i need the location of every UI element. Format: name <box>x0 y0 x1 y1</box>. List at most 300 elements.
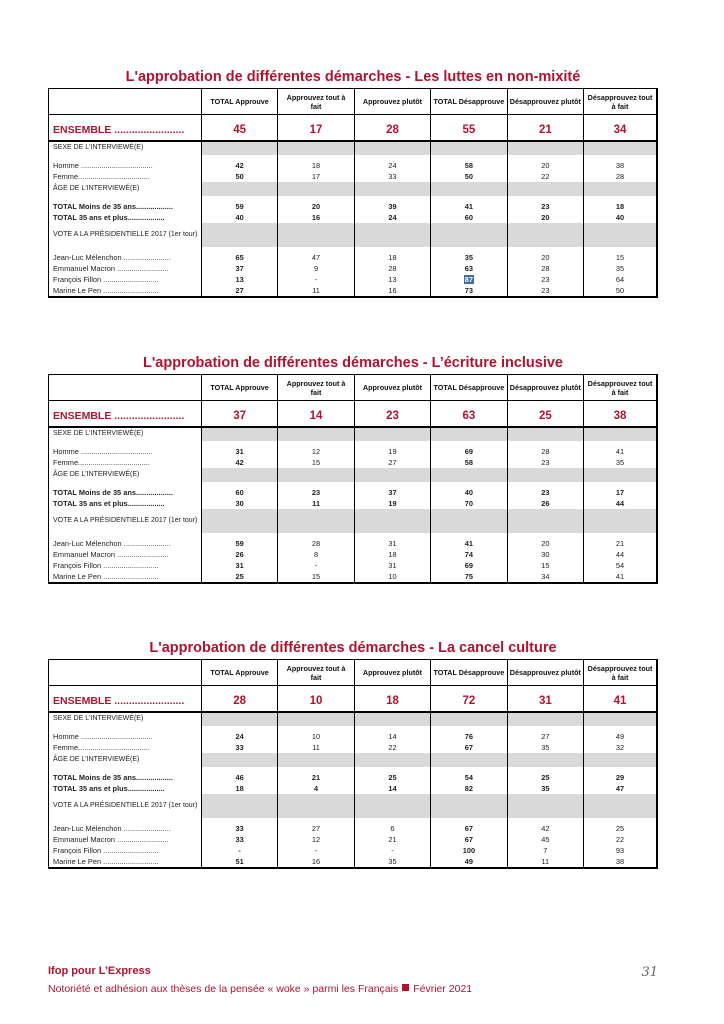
group-fill-cell <box>278 182 354 196</box>
ensemble-row <box>49 406 658 427</box>
footer-title: Ifop pour L’Express <box>48 965 151 977</box>
cell-total-approuve: 60 <box>201 487 277 498</box>
group-fill-cell <box>584 223 657 247</box>
cell-total-approuve: 24 <box>201 731 277 742</box>
cell-total-desapprouve: 60 <box>431 212 507 223</box>
ensemble-approuvez-plutot: 28 <box>354 120 430 141</box>
group-fill-cell <box>278 794 354 818</box>
cell-desapprouvez-tout-a-fait: 21 <box>584 538 657 549</box>
cell-total-desapprouve: 70 <box>431 498 507 509</box>
cell-approuvez-plutot: 18 <box>354 549 430 560</box>
table-row <box>49 274 658 285</box>
table-section <box>48 66 658 298</box>
table-row <box>49 160 658 171</box>
column-header-row-label <box>49 660 202 686</box>
group-fill-cell <box>431 509 507 533</box>
row-label: Homme ................................... <box>53 446 153 456</box>
cell-approuvez-tout-a-fait: 11 <box>278 742 354 753</box>
group-fill-cell <box>201 223 277 247</box>
cell-total-approuve: 30 <box>201 498 277 509</box>
cell-desapprouvez-plutot: 20 <box>507 538 583 549</box>
cell-approuvez-plutot: 13 <box>354 274 430 285</box>
table-row <box>49 856 658 868</box>
column-header-total-desapprouve: TOTAL Désapprouve <box>431 89 507 115</box>
ensemble-approuvez-plutot: 18 <box>354 691 430 712</box>
cell-desapprouvez-plutot: 20 <box>507 212 583 223</box>
cell-total-desapprouve: 69 <box>431 560 507 571</box>
cell-approuvez-plutot: 18 <box>354 252 430 263</box>
cell-desapprouvez-tout-a-fait: 47 <box>584 783 657 794</box>
cell-desapprouvez-plutot: 42 <box>507 823 583 834</box>
cell-approuvez-tout-a-fait: 15 <box>278 457 354 468</box>
selected-value-highlight: 87 <box>464 274 474 284</box>
row-label: Homme ................................... <box>53 160 153 170</box>
cell-approuvez-plutot: - <box>354 845 430 856</box>
row-label: Marine Le Pen ........................... <box>53 285 159 295</box>
cell-total-desapprouve: 69 <box>431 446 507 457</box>
square-bullet-icon <box>402 984 409 991</box>
group-fill-cell <box>584 182 657 196</box>
ensemble-row <box>49 691 658 712</box>
cell-total-approuve: 31 <box>201 446 277 457</box>
group-fill-cell <box>584 427 657 441</box>
row-label: Marine Le Pen ........................... <box>53 856 159 866</box>
group-fill-cell <box>278 753 354 767</box>
group-label: SEXE DE L'INTERVIEWÉ(E) <box>49 712 202 726</box>
page-number: 31 <box>641 965 658 980</box>
table-row <box>49 263 658 274</box>
ensemble-desapprouvez-tout-a-fait: 38 <box>584 406 657 427</box>
group-fill-cell <box>354 468 430 482</box>
cell-approuvez-plutot: 35 <box>354 856 430 868</box>
cell-desapprouvez-plutot: 23 <box>507 274 583 285</box>
group-fill-cell <box>431 753 507 767</box>
cell-total-approuve: 13 <box>201 274 277 285</box>
row-label: Jean-Luc Mélenchon ....................... <box>53 252 171 262</box>
cell-approuvez-plutot: 39 <box>354 201 430 212</box>
cell-desapprouvez-tout-a-fait: 28 <box>584 171 657 182</box>
group-fill-cell <box>584 753 657 767</box>
row-label: Jean-Luc Mélenchon ....................... <box>53 538 171 548</box>
row-label: TOTAL Moins de 35 ans.................. <box>53 487 173 497</box>
cell-total-desapprouve: 54 <box>431 772 507 783</box>
group-header-row <box>49 223 658 247</box>
column-header-approuvez-plutot: Approuvez plutôt <box>354 89 430 115</box>
cell-desapprouvez-plutot: 23 <box>507 201 583 212</box>
cell-desapprouvez-plutot: 25 <box>507 772 583 783</box>
cell-approuvez-tout-a-fait: 17 <box>278 171 354 182</box>
group-header-row <box>49 509 658 533</box>
cell-total-approuve: 46 <box>201 772 277 783</box>
group-fill-cell <box>431 223 507 247</box>
cell-approuvez-plutot: 25 <box>354 772 430 783</box>
table-row <box>49 457 658 468</box>
cell-desapprouvez-plutot: 20 <box>507 160 583 171</box>
cell-total-desapprouve <box>431 274 507 285</box>
column-header-row-label <box>49 375 202 401</box>
results-table <box>48 88 658 298</box>
group-header-row <box>49 427 658 441</box>
cell-desapprouvez-tout-a-fait: 22 <box>584 834 657 845</box>
group-fill-cell <box>278 509 354 533</box>
group-fill-cell <box>354 427 430 441</box>
row-label: Emmanuel Macron ......................... <box>53 263 169 273</box>
cell-approuvez-plutot: 33 <box>354 171 430 182</box>
cell-approuvez-plutot: 19 <box>354 446 430 457</box>
column-header-approuvez-tout-a-fait: Approuvez tout à fait <box>278 660 354 686</box>
group-fill-cell <box>507 141 583 155</box>
group-label: SEXE DE L'INTERVIEWÉ(E) <box>49 141 202 155</box>
cell-total-approuve: 25 <box>201 571 277 583</box>
cell-total-desapprouve: 67 <box>431 823 507 834</box>
table-row <box>49 201 658 212</box>
cell-approuvez-tout-a-fait: 16 <box>278 856 354 868</box>
cell-approuvez-plutot: 6 <box>354 823 430 834</box>
column-header-approuvez-plutot: Approuvez plutôt <box>354 660 430 686</box>
cell-approuvez-tout-a-fait: 16 <box>278 212 354 223</box>
cell-total-approuve: 26 <box>201 549 277 560</box>
cell-total-desapprouve: 67 <box>431 834 507 845</box>
header-row <box>49 660 658 686</box>
group-fill-cell <box>431 794 507 818</box>
cell-approuvez-plutot: 27 <box>354 457 430 468</box>
table-row <box>49 285 658 297</box>
cell-total-approuve: 59 <box>201 201 277 212</box>
cell-total-desapprouve: 58 <box>431 160 507 171</box>
cell-desapprouvez-plutot: 28 <box>507 446 583 457</box>
cell-approuvez-plutot: 14 <box>354 783 430 794</box>
ensemble-label: ENSEMBLE ........................ <box>53 123 185 136</box>
cell-total-desapprouve: 35 <box>431 252 507 263</box>
header-row <box>49 89 658 115</box>
cell-desapprouvez-tout-a-fait: 38 <box>584 856 657 868</box>
table-row <box>49 783 658 794</box>
cell-total-approuve: 37 <box>201 263 277 274</box>
cell-total-approuve: 65 <box>201 252 277 263</box>
cell-total-desapprouve: 82 <box>431 783 507 794</box>
cell-desapprouvez-plutot: 27 <box>507 731 583 742</box>
table-row <box>49 742 658 753</box>
cell-desapprouvez-tout-a-fait: 93 <box>584 845 657 856</box>
cell-desapprouvez-plutot: 28 <box>507 263 583 274</box>
column-header-total-desapprouve: TOTAL Désapprouve <box>431 375 507 401</box>
cell-total-approuve: 42 <box>201 457 277 468</box>
table-row <box>49 834 658 845</box>
cell-desapprouvez-tout-a-fait: 32 <box>584 742 657 753</box>
column-header-approuvez-plutot: Approuvez plutôt <box>354 375 430 401</box>
table-row <box>49 571 658 583</box>
group-fill-cell <box>507 753 583 767</box>
cell-desapprouvez-plutot: 35 <box>507 742 583 753</box>
cell-total-approuve: 40 <box>201 212 277 223</box>
ensemble-approuvez-tout-a-fait: 14 <box>278 406 354 427</box>
column-header-row-label <box>49 89 202 115</box>
group-fill-cell <box>201 427 277 441</box>
cell-total-desapprouve: 76 <box>431 731 507 742</box>
results-table <box>48 374 658 584</box>
footer-subtitle-text: Notoriété et adhésion aux thèses de la pensée « woke » parmi les Français <box>48 983 399 995</box>
row-label: Femme................................... <box>53 171 150 181</box>
header-row <box>49 375 658 401</box>
table-row <box>49 252 658 263</box>
page-footer <box>48 965 658 995</box>
row-label: Femme................................... <box>53 457 150 467</box>
cell-desapprouvez-tout-a-fait: 41 <box>584 571 657 583</box>
cell-total-approuve: 50 <box>201 171 277 182</box>
group-fill-cell <box>584 468 657 482</box>
column-header-desapprouvez-plutot: Désapprouvez plutôt <box>507 89 583 115</box>
row-label: François Fillon ........................... <box>53 560 159 570</box>
cell-total-approuve: 27 <box>201 285 277 297</box>
cell-desapprouvez-plutot: 45 <box>507 834 583 845</box>
cell-total-desapprouve: 41 <box>431 538 507 549</box>
cell-approuvez-tout-a-fait: 12 <box>278 446 354 457</box>
table-row <box>49 446 658 457</box>
ensemble-desapprouvez-plutot: 31 <box>507 691 583 712</box>
group-fill-cell <box>507 427 583 441</box>
cell-total-desapprouve: 63 <box>431 263 507 274</box>
group-fill-cell <box>201 468 277 482</box>
column-header-desapprouvez-plutot: Désapprouvez plutôt <box>507 660 583 686</box>
group-fill-cell <box>354 182 430 196</box>
table-row <box>49 549 658 560</box>
row-label: TOTAL 35 ans et plus.................. <box>53 783 165 793</box>
column-header-desapprouvez-tout-a-fait: Désapprouvez tout à fait <box>584 89 657 115</box>
cell-total-desapprouve: 58 <box>431 457 507 468</box>
cell-desapprouvez-tout-a-fait: 38 <box>584 160 657 171</box>
table-row <box>49 212 658 223</box>
cell-total-approuve: 51 <box>201 856 277 868</box>
ensemble-total-desapprouve: 63 <box>431 406 507 427</box>
cell-approuvez-plutot: 24 <box>354 212 430 223</box>
cell-desapprouvez-tout-a-fait: 17 <box>584 487 657 498</box>
cell-approuvez-plutot: 37 <box>354 487 430 498</box>
cell-approuvez-tout-a-fait: 23 <box>278 487 354 498</box>
cell-approuvez-tout-a-fait: - <box>278 560 354 571</box>
cell-approuvez-tout-a-fait: 8 <box>278 549 354 560</box>
group-fill-cell <box>201 712 277 726</box>
column-header-total-desapprouve: TOTAL Désapprouve <box>431 660 507 686</box>
cell-desapprouvez-plutot: 23 <box>507 457 583 468</box>
group-header-row <box>49 468 658 482</box>
ensemble-total-approuve: 45 <box>201 120 277 141</box>
group-fill-cell <box>507 468 583 482</box>
group-header-row <box>49 141 658 155</box>
ensemble-desapprouvez-tout-a-fait: 34 <box>584 120 657 141</box>
group-fill-cell <box>431 468 507 482</box>
group-fill-cell <box>278 468 354 482</box>
section-title: L'approbation de différentes démarches - L’écriture inclusive <box>142 355 564 371</box>
cell-approuvez-tout-a-fait: - <box>278 845 354 856</box>
group-header-row <box>49 712 658 726</box>
cell-total-desapprouve: 100 <box>431 845 507 856</box>
group-label: ÂGE DE L'INTERVIEWÉ(E) <box>49 468 202 482</box>
table-row <box>49 538 658 549</box>
group-fill-cell <box>431 182 507 196</box>
table-row <box>49 487 658 498</box>
cell-desapprouvez-plutot: 11 <box>507 856 583 868</box>
row-label: TOTAL Moins de 35 ans.................. <box>53 772 173 782</box>
group-fill-cell <box>431 141 507 155</box>
cell-approuvez-tout-a-fait: 11 <box>278 498 354 509</box>
group-header-row <box>49 182 658 196</box>
table-row <box>49 845 658 856</box>
ensemble-desapprouvez-tout-a-fait: 41 <box>584 691 657 712</box>
cell-approuvez-tout-a-fait: 20 <box>278 201 354 212</box>
cell-desapprouvez-plutot: 26 <box>507 498 583 509</box>
group-fill-cell <box>584 712 657 726</box>
group-fill-cell <box>507 712 583 726</box>
cell-total-desapprouve: 75 <box>431 571 507 583</box>
column-header-total-approuve: TOTAL Approuve <box>201 660 277 686</box>
cell-total-desapprouve: 73 <box>431 285 507 297</box>
table-row <box>49 772 658 783</box>
cell-approuvez-plutot: 22 <box>354 742 430 753</box>
cell-desapprouvez-plutot: 34 <box>507 571 583 583</box>
group-label: ÂGE DE L'INTERVIEWÉ(E) <box>49 182 202 196</box>
ensemble-total-approuve: 37 <box>201 406 277 427</box>
column-header-approuvez-tout-a-fait: Approuvez tout à fait <box>278 375 354 401</box>
cell-desapprouvez-plutot: 23 <box>507 285 583 297</box>
cell-approuvez-tout-a-fait: 4 <box>278 783 354 794</box>
cell-desapprouvez-tout-a-fait: 35 <box>584 263 657 274</box>
column-header-total-approuve: TOTAL Approuve <box>201 375 277 401</box>
group-fill-cell <box>354 141 430 155</box>
cell-approuvez-tout-a-fait: 47 <box>278 252 354 263</box>
cell-approuvez-plutot: 24 <box>354 160 430 171</box>
cell-desapprouvez-plutot: 35 <box>507 783 583 794</box>
ensemble-label: ENSEMBLE ........................ <box>53 694 185 707</box>
cell-desapprouvez-plutot: 23 <box>507 487 583 498</box>
cell-desapprouvez-plutot: 30 <box>507 549 583 560</box>
cell-total-desapprouve: 50 <box>431 171 507 182</box>
group-fill-cell <box>431 427 507 441</box>
cell-desapprouvez-plutot: 20 <box>507 252 583 263</box>
cell-desapprouvez-tout-a-fait: 44 <box>584 549 657 560</box>
group-fill-cell <box>278 427 354 441</box>
cell-approuvez-plutot: 21 <box>354 834 430 845</box>
cell-desapprouvez-tout-a-fait: 49 <box>584 731 657 742</box>
group-fill-cell <box>201 182 277 196</box>
ensemble-approuvez-tout-a-fait: 10 <box>278 691 354 712</box>
group-fill-cell <box>584 794 657 818</box>
cell-approuvez-plutot: 10 <box>354 571 430 583</box>
group-fill-cell <box>354 223 430 247</box>
cell-approuvez-tout-a-fait: 28 <box>278 538 354 549</box>
cell-approuvez-plutot: 16 <box>354 285 430 297</box>
cell-desapprouvez-tout-a-fait: 50 <box>584 285 657 297</box>
cell-total-approuve: - <box>201 845 277 856</box>
cell-desapprouvez-plutot: 7 <box>507 845 583 856</box>
cell-desapprouvez-tout-a-fait: 54 <box>584 560 657 571</box>
group-fill-cell <box>278 223 354 247</box>
row-label: Emmanuel Macron ......................... <box>53 834 169 844</box>
cell-approuvez-plutot: 31 <box>354 560 430 571</box>
column-header-desapprouvez-tout-a-fait: Désapprouvez tout à fait <box>584 660 657 686</box>
table-row <box>49 171 658 182</box>
cell-desapprouvez-tout-a-fait: 15 <box>584 252 657 263</box>
group-label: ÂGE DE L'INTERVIEWÉ(E) <box>49 753 202 767</box>
row-label: TOTAL 35 ans et plus.................. <box>53 212 165 222</box>
group-label: VOTE A LA PRÉSIDENTIELLE 2017 (1er tour) <box>49 223 202 247</box>
cell-total-desapprouve: 74 <box>431 549 507 560</box>
row-label: Femme................................... <box>53 742 150 752</box>
cell-approuvez-tout-a-fait: 11 <box>278 285 354 297</box>
cell-approuvez-tout-a-fait: 21 <box>278 772 354 783</box>
group-header-row <box>49 794 658 818</box>
cell-total-approuve: 18 <box>201 783 277 794</box>
group-fill-cell <box>278 712 354 726</box>
cell-approuvez-tout-a-fait: - <box>278 274 354 285</box>
group-label: VOTE A LA PRÉSIDENTIELLE 2017 (1er tour) <box>49 794 202 818</box>
group-fill-cell <box>584 141 657 155</box>
row-label: TOTAL 35 ans et plus.................. <box>53 498 165 508</box>
section-title: L'approbation de différentes démarches - Les luttes en non-mixité <box>125 69 581 85</box>
row-label: Homme ................................... <box>53 731 153 741</box>
ensemble-total-desapprouve: 55 <box>431 120 507 141</box>
column-header-desapprouvez-plutot: Désapprouvez plutôt <box>507 375 583 401</box>
group-label: SEXE DE L'INTERVIEWÉ(E) <box>49 427 202 441</box>
cell-approuvez-tout-a-fait: 12 <box>278 834 354 845</box>
ensemble-label: ENSEMBLE ........................ <box>53 409 185 422</box>
cell-total-approuve: 31 <box>201 560 277 571</box>
cell-total-approuve: 59 <box>201 538 277 549</box>
row-label: François Fillon ........................... <box>53 845 159 855</box>
cell-approuvez-tout-a-fait: 18 <box>278 160 354 171</box>
cell-total-approuve: 33 <box>201 742 277 753</box>
cell-desapprouvez-tout-a-fait: 29 <box>584 772 657 783</box>
cell-desapprouvez-tout-a-fait: 41 <box>584 446 657 457</box>
column-header-approuvez-tout-a-fait: Approuvez tout à fait <box>278 89 354 115</box>
cell-approuvez-plutot: 28 <box>354 263 430 274</box>
ensemble-approuvez-plutot: 23 <box>354 406 430 427</box>
table-section <box>48 637 658 869</box>
row-label: François Fillon ........................... <box>53 274 159 284</box>
cell-approuvez-tout-a-fait: 15 <box>278 571 354 583</box>
group-fill-cell <box>278 141 354 155</box>
cell-total-approuve: 33 <box>201 834 277 845</box>
group-fill-cell <box>507 223 583 247</box>
ensemble-total-desapprouve: 72 <box>431 691 507 712</box>
ensemble-desapprouvez-plutot: 21 <box>507 120 583 141</box>
ensemble-total-approuve: 28 <box>201 691 277 712</box>
group-fill-cell <box>201 509 277 533</box>
group-fill-cell <box>201 794 277 818</box>
cell-approuvez-tout-a-fait: 10 <box>278 731 354 742</box>
group-fill-cell <box>354 509 430 533</box>
group-header-row <box>49 753 658 767</box>
column-header-total-approuve: TOTAL Approuve <box>201 89 277 115</box>
group-fill-cell <box>431 712 507 726</box>
group-fill-cell <box>507 182 583 196</box>
cell-total-desapprouve: 67 <box>431 742 507 753</box>
cell-desapprouvez-tout-a-fait: 64 <box>584 274 657 285</box>
table-row <box>49 823 658 834</box>
ensemble-row <box>49 120 658 141</box>
cell-desapprouvez-tout-a-fait: 18 <box>584 201 657 212</box>
cell-approuvez-plutot: 14 <box>354 731 430 742</box>
row-label: Marine Le Pen ........................... <box>53 571 159 581</box>
group-fill-cell <box>584 509 657 533</box>
cell-total-approuve: 33 <box>201 823 277 834</box>
table-row <box>49 731 658 742</box>
cell-total-approuve: 42 <box>201 160 277 171</box>
cell-desapprouvez-tout-a-fait: 40 <box>584 212 657 223</box>
cell-desapprouvez-tout-a-fait: 35 <box>584 457 657 468</box>
cell-approuvez-plutot: 19 <box>354 498 430 509</box>
footer-date: Février 2021 <box>413 983 473 995</box>
cell-approuvez-tout-a-fait: 27 <box>278 823 354 834</box>
